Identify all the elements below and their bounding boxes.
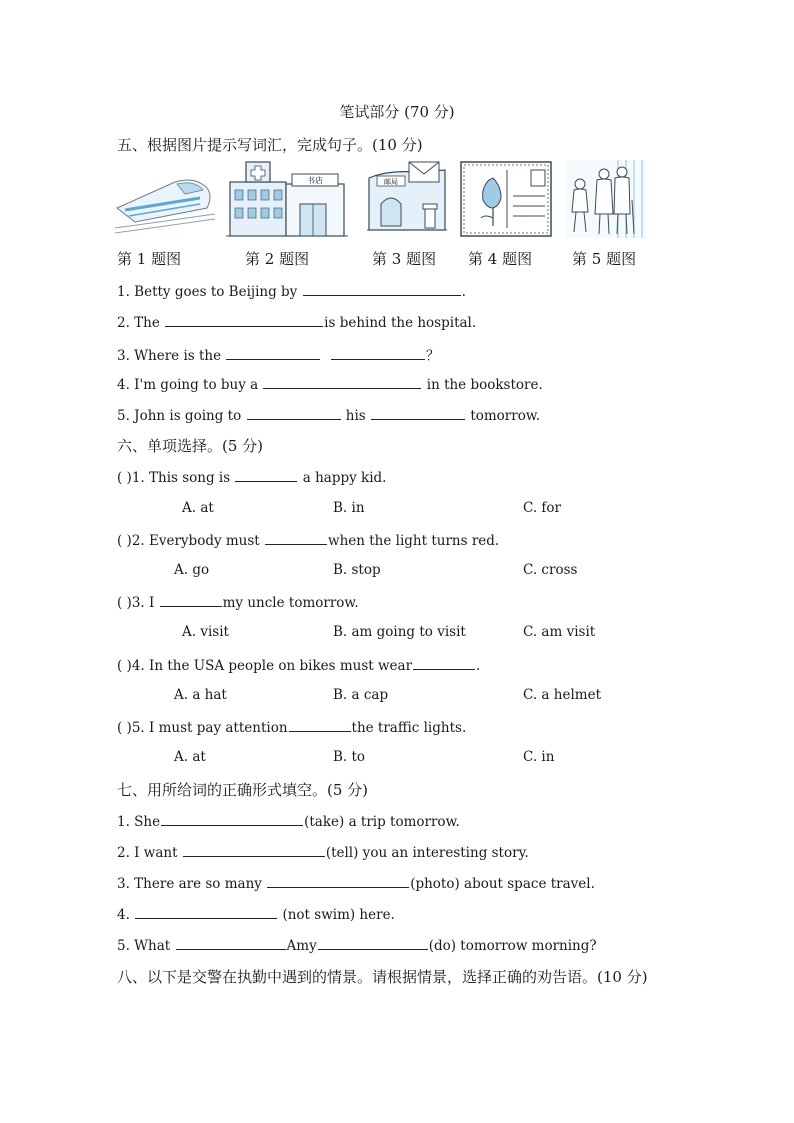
- question-5-1: [117, 282, 466, 300]
- question-5-4: [117, 375, 543, 393]
- answer-blank: [160, 593, 222, 607]
- bookstore-sign: 书店: [307, 176, 323, 185]
- mc-question-5: [117, 718, 466, 736]
- option-b[interactable]: B. a cap: [333, 687, 389, 703]
- option-a[interactable]: A. at: [174, 749, 206, 765]
- question-text: ？: [426, 348, 440, 364]
- option-c[interactable]: C. cross: [523, 562, 578, 578]
- option-c[interactable]: C. a helmet: [523, 687, 601, 703]
- answer-blank[interactable]: [371, 406, 465, 420]
- answer-blank[interactable]: [303, 282, 461, 296]
- post-office-picture: [367, 160, 447, 238]
- answer-blank: [265, 531, 327, 545]
- question-text: 3. I: [131, 595, 159, 611]
- section-6-heading: 六、单项选择。(5 分): [117, 437, 264, 455]
- option-c[interactable]: C. in: [523, 749, 555, 765]
- mc-question-3: [117, 593, 359, 611]
- caption-1: 第 1 题图: [117, 250, 182, 268]
- hospital-bookstore-picture: [226, 160, 348, 238]
- option-a[interactable]: A. at: [182, 500, 214, 516]
- answer-blank: [413, 656, 475, 670]
- answer-blank[interactable]: [165, 313, 323, 327]
- option-a[interactable]: A. a hat: [174, 687, 227, 703]
- question-text: (not swim) here.: [278, 907, 395, 923]
- answer-paren[interactable]: ( ): [117, 658, 132, 674]
- question-text: 1. She: [117, 814, 161, 830]
- answer-paren[interactable]: ( ): [117, 533, 132, 549]
- answer-paren[interactable]: ( ): [117, 470, 132, 486]
- mc-question-2: [117, 531, 499, 549]
- question-5-2: [117, 313, 476, 331]
- postcard-picture: [459, 160, 553, 238]
- answer-blank[interactable]: [263, 375, 421, 389]
- question-text: 3. Where is the: [117, 348, 226, 364]
- train-picture: [115, 160, 215, 238]
- section-8-heading: 八、以下是交警在执勤中遇到的情景。请根据情景，选择正确的劝告语。(10 分): [117, 968, 648, 986]
- fill-question-3: [117, 874, 595, 892]
- question-text: 1. This song is: [131, 470, 235, 486]
- question-text: 2. I want: [117, 845, 182, 861]
- answer-blank[interactable]: [135, 905, 277, 919]
- answer-blank[interactable]: [226, 346, 320, 360]
- question-text: (do) tomorrow morning?: [428, 938, 597, 954]
- answer-blank[interactable]: [176, 936, 286, 950]
- question-text: his: [341, 408, 371, 424]
- option-b[interactable]: B. am going to visit: [333, 624, 466, 640]
- question-text: 5. What: [117, 938, 175, 954]
- fill-question-1: [117, 812, 460, 830]
- answer-paren[interactable]: ( ): [117, 720, 132, 736]
- mc-question-1: [117, 468, 386, 486]
- option-b[interactable]: B. stop: [333, 562, 381, 578]
- caption-5: 第 5 题图: [572, 250, 637, 268]
- option-a[interactable]: A. visit: [182, 624, 229, 640]
- question-text: 4. I'm going to buy a: [117, 377, 263, 393]
- option-c[interactable]: C. am visit: [523, 624, 596, 640]
- question-text: .: [476, 658, 481, 674]
- question-text: 1. Betty goes to Beijing by: [117, 284, 302, 300]
- section-5-heading: 五、根据图片提示写词汇，完成句子。(10 分): [117, 136, 423, 154]
- option-a[interactable]: A. go: [174, 562, 210, 578]
- question-5-5: [117, 406, 540, 424]
- fill-question-2: [117, 843, 529, 861]
- question-text: the traffic lights.: [351, 720, 467, 736]
- option-c[interactable]: C. for: [523, 500, 562, 516]
- post-office-sign: 邮局: [384, 178, 398, 186]
- answer-blank[interactable]: [267, 874, 409, 888]
- section-7-heading: 七、用所给词的正确形式填空。(5 分): [117, 781, 369, 799]
- question-text: 2. The: [117, 315, 165, 331]
- question-text: .: [461, 284, 466, 300]
- question-text: is behind the hospital.: [324, 315, 477, 331]
- answer-blank[interactable]: [183, 843, 325, 857]
- question-text: 5. I must pay attention: [131, 720, 288, 736]
- question-text: 3. There are so many: [117, 876, 267, 892]
- question-text: my uncle tomorrow.: [222, 595, 359, 611]
- question-text: when the light turns red.: [328, 533, 500, 549]
- question-text: Amy: [286, 938, 317, 954]
- question-text: 4.: [117, 907, 135, 923]
- answer-blank[interactable]: [161, 812, 303, 826]
- answer-blank: [289, 718, 351, 732]
- question-text: a happy kid.: [298, 470, 387, 486]
- answer-blank[interactable]: [318, 936, 428, 950]
- option-b[interactable]: B. in: [333, 500, 365, 516]
- question-text: (photo) about space travel.: [410, 876, 595, 892]
- option-b[interactable]: B. to: [333, 749, 366, 765]
- question-text: 4. In the USA people on bikes must wear: [131, 658, 413, 674]
- caption-4: 第 4 题图: [468, 250, 533, 268]
- family-walking-picture: [566, 160, 646, 238]
- page-title: 笔试部分 (70 分): [339, 103, 455, 121]
- question-text: 2. Everybody must: [131, 533, 265, 549]
- question-text: (take) a trip tomorrow.: [304, 814, 460, 830]
- caption-3: 第 3 题图: [372, 250, 437, 268]
- fill-question-5: [117, 936, 597, 954]
- fill-question-4: [117, 905, 395, 923]
- caption-2: 第 2 题图: [245, 250, 310, 268]
- question-text: 5. John is going to: [117, 408, 246, 424]
- answer-blank: [235, 468, 297, 482]
- question-text: tomorrow.: [466, 408, 541, 424]
- question-5-3: [117, 344, 440, 364]
- answer-blank[interactable]: [247, 406, 341, 420]
- answer-blank[interactable]: [331, 346, 425, 360]
- question-text: (tell) you an interesting story.: [325, 845, 529, 861]
- mc-question-4: [117, 656, 480, 674]
- question-text: in the bookstore.: [422, 377, 543, 393]
- answer-paren[interactable]: ( ): [117, 595, 132, 611]
